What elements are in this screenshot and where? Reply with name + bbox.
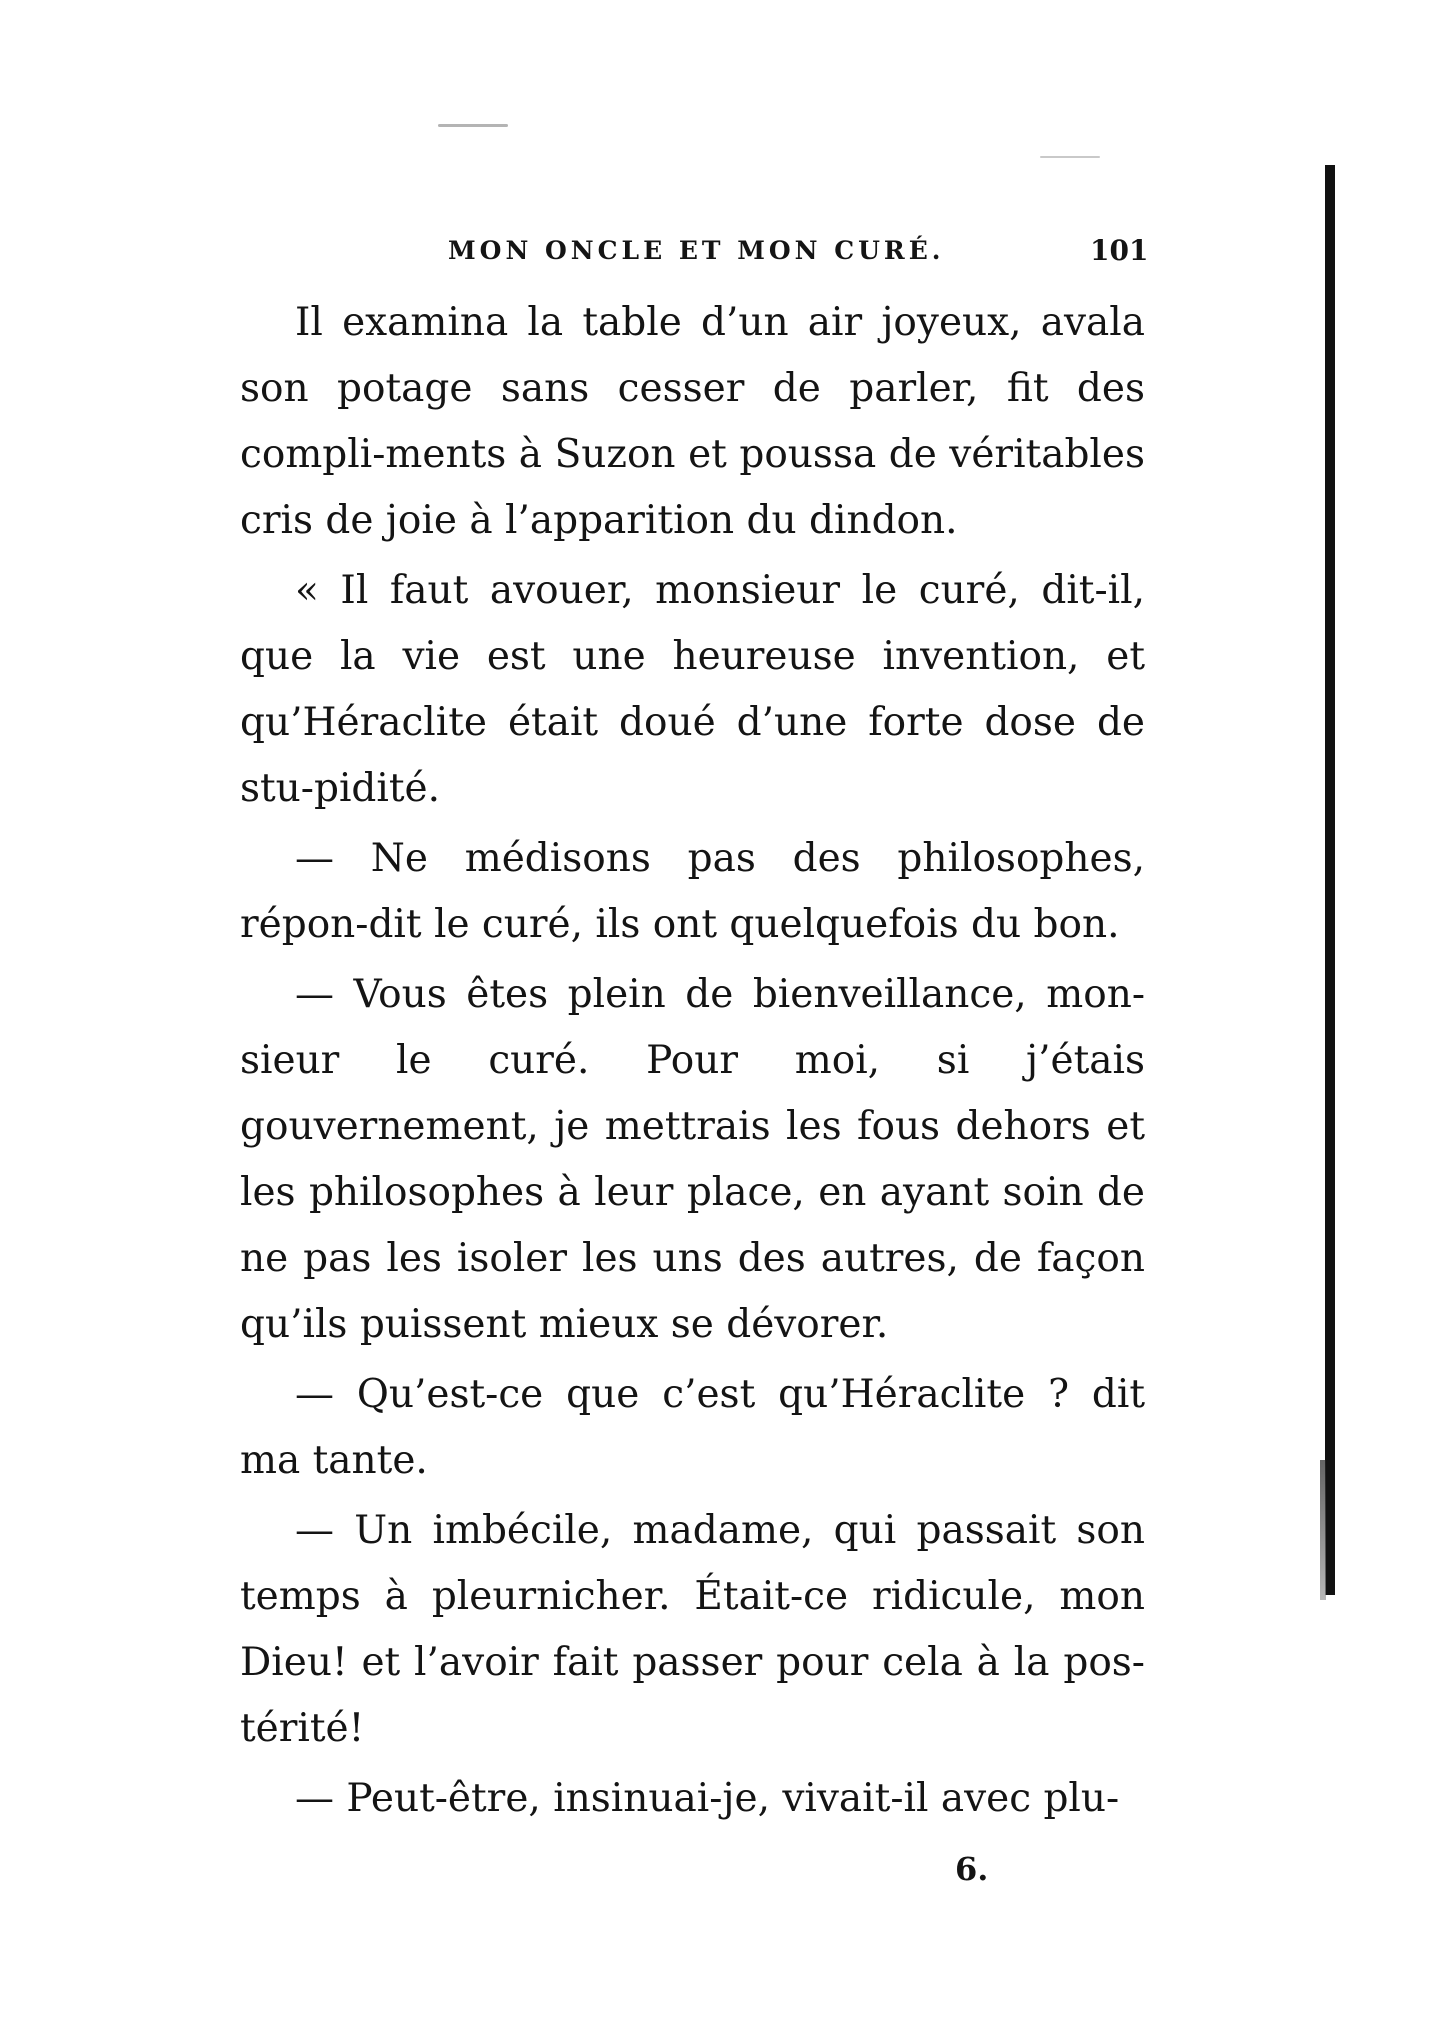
- scan-smudge: [438, 124, 508, 127]
- paragraph: « Il faut avouer, monsieur le curé, dit-il, que la vie est une heureuse invention, et qu’Héraclite était doué d’une forte dose de stu-pidité.: [240, 568, 1145, 811]
- running-head-title: MON ONCLE ET MON CURÉ.: [448, 236, 945, 265]
- paragraph: — Vous êtes plein de bienveillance, mon-sieur le curé. Pour moi, si j’étais gouvernement, je mettrais les fous dehors et les philosophes à leur place, en ayant soin de ne pas les isoler les uns des autres, de façon qu’ils puissent mieux se dévorer.: [240, 972, 1145, 1347]
- body-text: [240, 290, 1145, 1832]
- signature-mark: 6.: [955, 1850, 989, 1888]
- paragraph: — Un imbécile, madame, qui passait son temps à pleurnicher. Était-ce ridicule, mon Dieu! et l’avoir fait passer pour cela à la pos-térité!: [240, 1508, 1145, 1751]
- binding-shadow: [1325, 165, 1335, 1595]
- paragraph: — Ne médisons pas des philosophes, répon-dit le curé, ils ont quelquefois du bon.: [240, 836, 1145, 947]
- page-number: 101: [1090, 234, 1149, 267]
- paragraph: Il examina la table d’un air joyeux, avala son potage sans cesser de parler, fit des compli-ments à Suzon et poussa de véritables cris de joie à l’apparition du dindon.: [240, 300, 1145, 543]
- scan-smudge: [1040, 156, 1100, 158]
- paragraph: — Peut-être, insinuai-je, vivait-il avec plu-: [295, 1776, 1120, 1821]
- binding-shadow-tail: [1320, 1460, 1326, 1600]
- paragraph: — Qu’est-ce que c’est qu’Héraclite ? dit ma tante.: [240, 1372, 1145, 1483]
